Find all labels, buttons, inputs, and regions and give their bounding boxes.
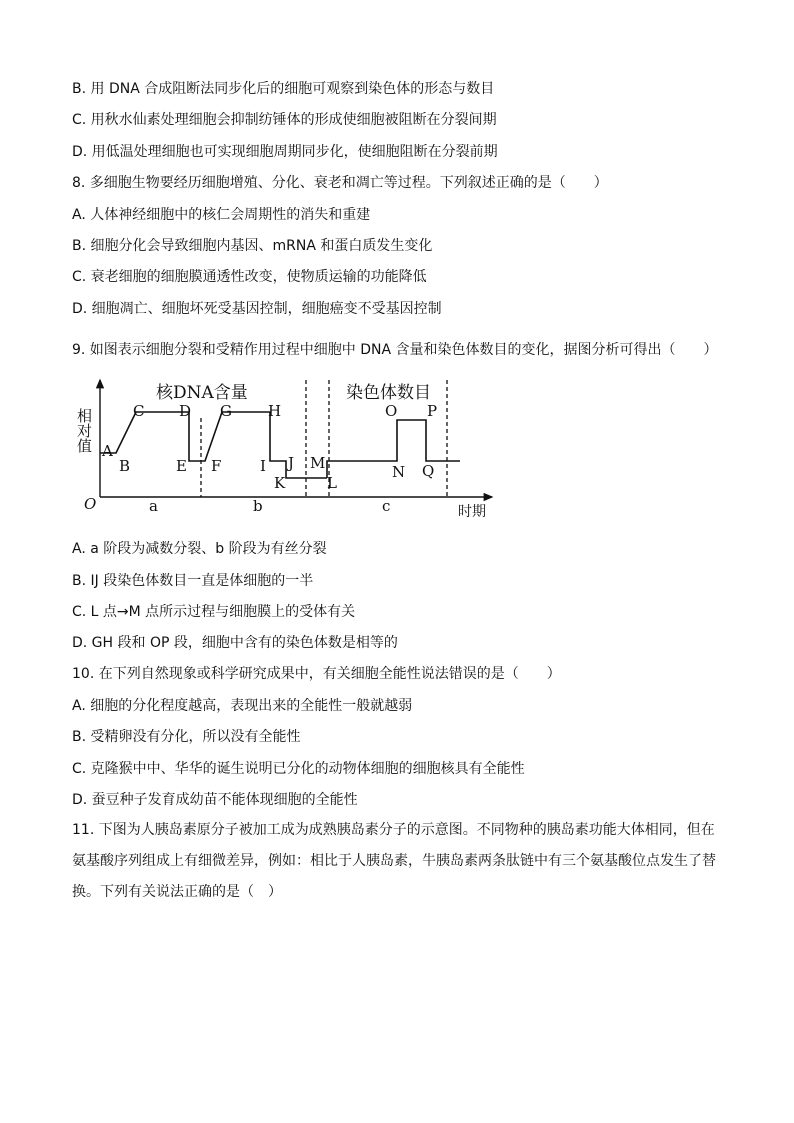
label-J: J	[288, 454, 295, 472]
q8-option-c: C. 衰老细胞的细胞膜通透性改变，使物质运输的功能降低	[72, 269, 427, 285]
segment-b: b	[253, 497, 263, 515]
chromosome-title: 染色体数目	[346, 383, 431, 403]
q7-option-b: B. 用 DNA 合成阻断法同步化后的细胞可观察到染色体的形态与数目	[72, 81, 495, 97]
q9-option-b: B. IJ 段染色体数目一直是体细胞的一半	[72, 573, 314, 589]
label-C: C	[133, 402, 145, 420]
q10-option-d: D. 蚕豆种子发育成幼苗不能体现细胞的全能性	[72, 792, 358, 808]
label-E: E	[176, 457, 187, 475]
label-F: F	[211, 457, 222, 475]
q10-option-b: B. 受精卵没有分化，所以没有全能性	[72, 729, 301, 745]
q10-option-c: C. 克隆猴中中、华华的诞生说明已分化的动物体细胞的细胞核具有全能性	[72, 761, 525, 777]
q7-option-d: D. 用低温处理细胞也可实现细胞周期同步化，使细胞阻断在分裂前期	[72, 144, 498, 160]
label-O: O	[385, 402, 398, 420]
q9-stem: 9. 如图表示细胞分裂和受精作用过程中细胞中 DNA 含量和染色体数目的变化，据图分析可得出（ ）	[72, 342, 718, 358]
label-A: A	[102, 442, 113, 460]
label-B: B	[119, 457, 131, 475]
q8-stem: 8. 多细胞生物要经历细胞增殖、分化、衰老和凋亡等过程。下列叙述正确的是（ ）	[72, 175, 608, 191]
q7-option-c: C. 用秋水仙素处理细胞会抑制纺锤体的形成使细胞被阻断在分裂间期	[72, 112, 497, 128]
label-Q: Q	[422, 462, 435, 480]
label-G: G	[220, 402, 232, 420]
x-axis-label: 时期	[458, 504, 486, 520]
q9-figure	[72, 376, 502, 524]
label-H: H	[268, 402, 282, 420]
q8-option-a: A. 人体神经细胞中的核仁会周期性的消失和重建	[72, 207, 371, 223]
segment-a: a	[149, 497, 158, 515]
label-M: M	[310, 454, 326, 472]
label-P: P	[427, 402, 438, 420]
label-I: I	[260, 457, 266, 475]
q9-option-c: C. L 点→M 点所示过程与细胞膜上的受体有关	[72, 604, 356, 620]
origin-label: O	[84, 495, 97, 513]
label-D: D	[179, 402, 192, 420]
q9-option-d: D. GH 段和 OP 段，细胞中含有的染色体数是相等的	[72, 635, 398, 651]
label-L: L	[327, 474, 337, 492]
q10-stem: 10. 在下列自然现象或科学研究成果中，有关细胞全能性说法错误的是（ ）	[72, 666, 561, 682]
label-K: K	[274, 474, 286, 492]
y-axis-label: 相对值	[75, 408, 93, 453]
label-N: N	[392, 463, 406, 481]
q8-option-d: D. 细胞凋亡、细胞坏死受基因控制，细胞癌变不受基因控制	[72, 301, 442, 317]
segment-c: c	[382, 497, 391, 515]
q8-option-b: B. 细胞分化会导致细胞内基因、mRNA 和蛋白质发生变化	[72, 238, 433, 254]
q10-option-a: A. 细胞的分化程度越高，表现出来的全能性一般就越弱	[72, 698, 413, 714]
q9-option-a: A. a 阶段为减数分裂、b 阶段为有丝分裂	[72, 541, 327, 557]
dna-title: 核DNA含量	[156, 383, 248, 403]
q11-stem: 11. 下图为人胰岛素原分子被加工成为成熟胰岛素分子的示意图。不同物种的胰岛素功能大体相同，但在氨基酸序列组成上有细微差异，例如：相比于人胰岛素，牛胰岛素两条肽链中有三个氨基酸位点发生了替换。下列有关说法正确的是（ ）	[72, 822, 716, 900]
